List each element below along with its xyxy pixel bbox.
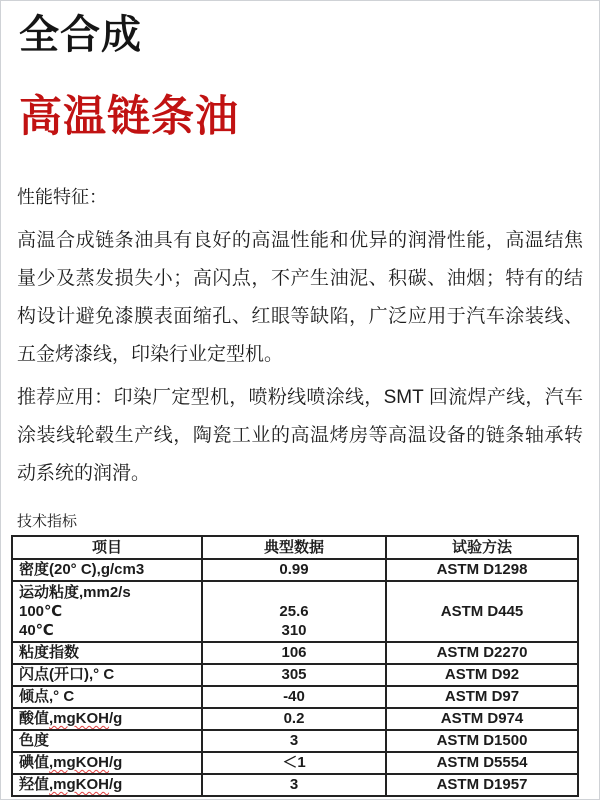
spec-row: [12, 686, 578, 708]
spec-row: [12, 730, 578, 752]
cell-item: 酸值,mgKOH/g: [12, 708, 202, 730]
cell-test-method: ASTM D445: [386, 581, 578, 642]
cell-test-method: ASTM D1298: [386, 559, 578, 581]
cell-item: 倾点,° C: [12, 686, 202, 708]
cell-test-method: ASTM D2270: [386, 642, 578, 664]
spec-row: [12, 774, 578, 796]
cell-typical-value: 3: [202, 774, 386, 796]
spec-table-title: 技术指标: [17, 513, 78, 530]
column-header: 试验方法: [386, 536, 578, 559]
cell-test-method: ASTM D974: [386, 708, 578, 730]
cell-test-method: ASTM D1500: [386, 730, 578, 752]
cell-test-method: ASTM D1957: [386, 774, 578, 796]
spec-row: [12, 708, 578, 730]
spec-table: [11, 535, 579, 797]
column-header: 典型数据: [202, 536, 386, 559]
applications-paragraph: 推荐应用：印染厂定型机，喷粉线喷涂线，SMT 回流焊产线，汽车涂装线轮毂生产线，陶瓷工业的高温烤房等高温设备的链条轴承转动系统的润滑。: [17, 387, 583, 484]
spec-table-header-row: [12, 536, 578, 559]
cell-test-method: ASTM D5554: [386, 752, 578, 774]
product-series-title: 全合成: [19, 13, 142, 57]
spec-row: [12, 752, 578, 774]
spec-row: [12, 642, 578, 664]
cell-item: 羟值,mgKOH/g: [12, 774, 202, 796]
cell-typical-value: -40: [202, 686, 386, 708]
cell-item: 运动粘度,mm2/s 100℃ 40℃: [12, 581, 202, 642]
spec-row: [12, 581, 578, 642]
spec-row: [12, 664, 578, 686]
cell-item: 粘度指数: [12, 642, 202, 664]
cell-typical-value: 3: [202, 730, 386, 752]
cell-item: 密度(20° C),g/cm3: [12, 559, 202, 581]
spec-row: [12, 559, 578, 581]
cell-item: 色度: [12, 730, 202, 752]
product-name-title: 高温链条油: [19, 93, 239, 141]
cell-typical-value: 0.2: [202, 708, 386, 730]
performance-section-label: 性能特征：: [17, 187, 107, 207]
cell-test-method: ASTM D92: [386, 664, 578, 686]
cell-typical-value: ＜1: [202, 752, 386, 774]
cell-typical-value: 0.99: [202, 559, 386, 581]
cell-test-method: ASTM D97: [386, 686, 578, 708]
column-header: 项目: [12, 536, 202, 559]
cell-typical-value: 305: [202, 664, 386, 686]
cell-item: 闪点(开口),° C: [12, 664, 202, 686]
cell-item: 碘值,mgKOH/g: [12, 752, 202, 774]
performance-paragraph: 高温合成链条油具有良好的高温性能和优异的润滑性能，高温结焦量少及蒸发损失小；高闪点，不产生油泥、积碳、油烟；特有的结构设计避免漆膜表面缩孔、红眼等缺陷，广泛应用于汽车涂装线、五金烤漆线，印染行业定型机。: [17, 230, 583, 365]
cell-typical-value: 106: [202, 642, 386, 664]
cell-typical-value: 25.6 310: [202, 581, 386, 642]
